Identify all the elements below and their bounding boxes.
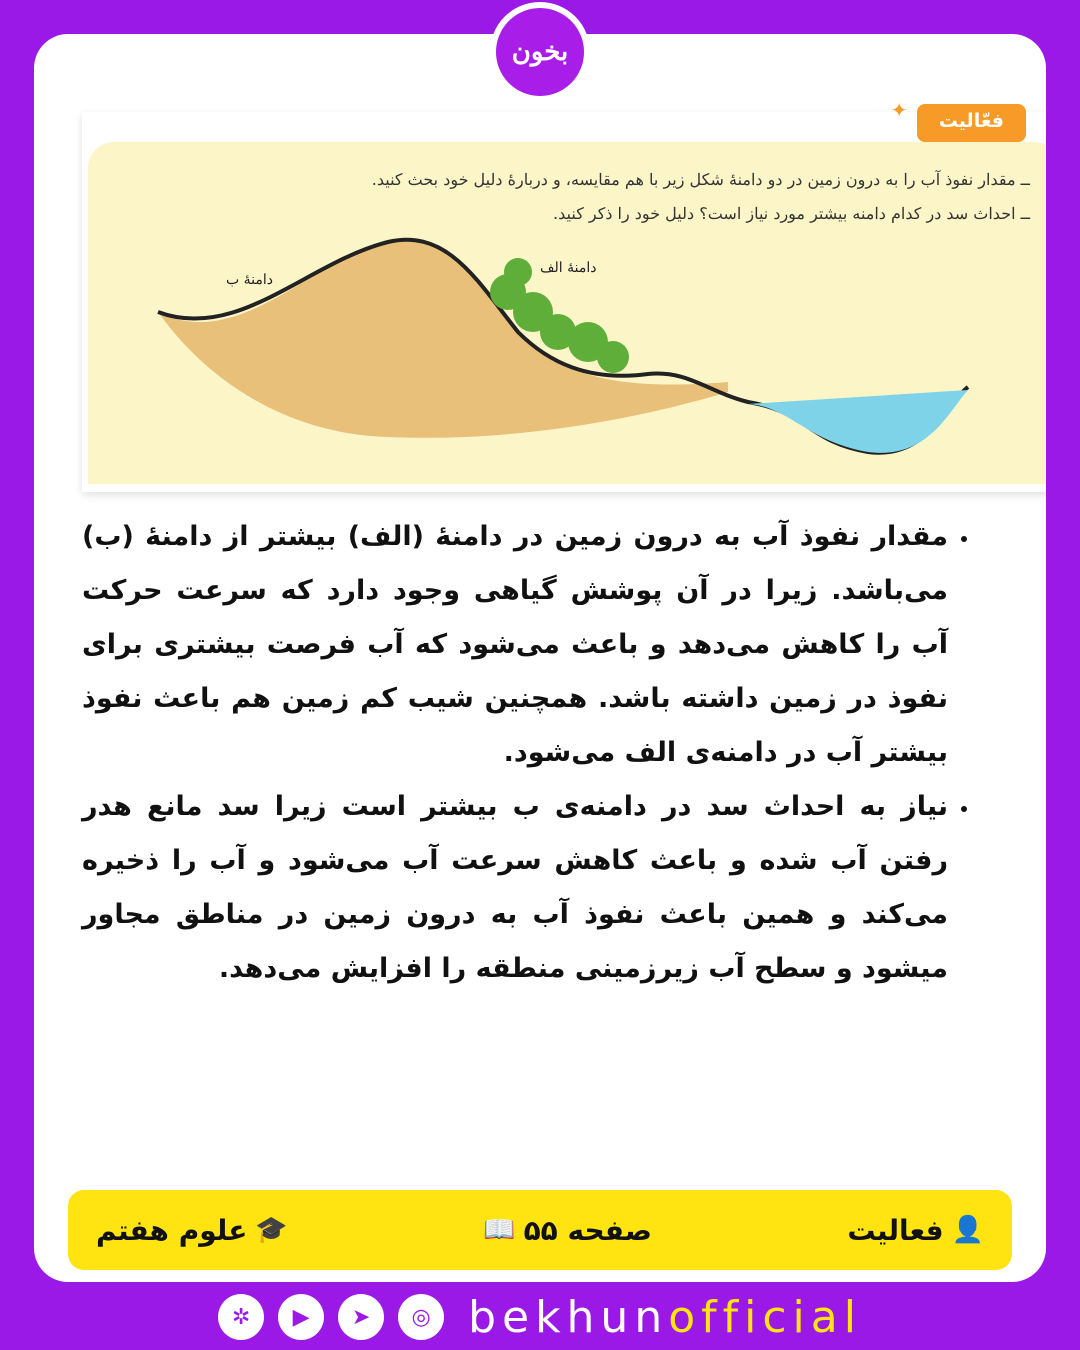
bar-activity	[847, 1214, 984, 1247]
info-bar	[68, 1190, 1012, 1270]
answer-text	[82, 510, 982, 996]
footer	[0, 1284, 1080, 1350]
bar-subject	[96, 1214, 288, 1247]
bar-page-label: صفحه ۵۵	[523, 1213, 652, 1247]
question-1: ــ مقدار نفوذ آب را به درون زمین در دو دامنهٔ شکل زیر با هم مقایسه، و دربارهٔ دلیل خود بحث کنید.	[371, 170, 1030, 189]
bar-subject-label: علوم هفتم	[96, 1213, 248, 1247]
brand-accent: official	[668, 1291, 862, 1343]
slope-illustration	[88, 142, 1046, 484]
logo-text: بخون	[511, 37, 569, 67]
instagram-icon[interactable]: ◎	[398, 1294, 444, 1340]
book-icon: 📖	[483, 1215, 516, 1245]
lake-water	[748, 390, 968, 453]
logo	[490, 2, 590, 102]
answer-item: • مقدار نفوذ آب به درون زمین در دامنۀ (الف) بیشتر از دامنۀ (ب) می‌باشد. زیرا در آن پوشش گیاهی وجود دارد که سرعت حرکت آب را کاهش می‌دهد و باعث می‌شود که آب فرصت بیشتری برای نفوذ در زمین داشته باشد. همچنین شیب کم زمین هم باعث نفوذ بیشتر آب در دامنه‌ی الف می‌شود.	[82, 510, 948, 780]
activity-tag	[890, 98, 1026, 142]
sparkle-icon: ✦	[890, 98, 908, 122]
figure-panel	[88, 142, 1046, 484]
bar-activity-label: فعالیت	[847, 1213, 944, 1247]
textbook-figure	[82, 98, 1046, 492]
question-2: ــ احداث سد در کدام دامنه بیشتر مورد نیاز است؟ دلیل خود را ذکر کنید.	[553, 204, 1030, 223]
youtube-icon[interactable]: ▶	[278, 1294, 324, 1340]
aparat-icon[interactable]: ✲	[218, 1294, 264, 1340]
brand-main: bekhun	[468, 1291, 669, 1343]
teacher-icon: 👤	[951, 1215, 984, 1245]
hill-soil	[158, 240, 728, 438]
answer-item: • نیاز به احداث سد در دامنه‌ی ب بیشتر است زیرا سد مانع هدر رفتن آب شده و باعث کاهش سرعت آب می‌شود و آب را ذخیره می‌کند و همین باعث نفوذ آب به درون زمین در مناطق مجاور میشود و سطح آب زیرزمینی منطقه را افزایش می‌دهد.	[82, 780, 948, 996]
activity-tag-label: فعّالیت	[938, 110, 1004, 132]
brand-handle[interactable]	[468, 1292, 862, 1343]
graduation-cap-icon: 🎓	[255, 1215, 288, 1245]
label-slope-a: دامنهٔ الف	[540, 260, 597, 276]
label-slope-b: دامنهٔ ب	[226, 272, 273, 288]
bar-page	[483, 1214, 652, 1247]
telegram-icon[interactable]: ➤	[338, 1294, 384, 1340]
